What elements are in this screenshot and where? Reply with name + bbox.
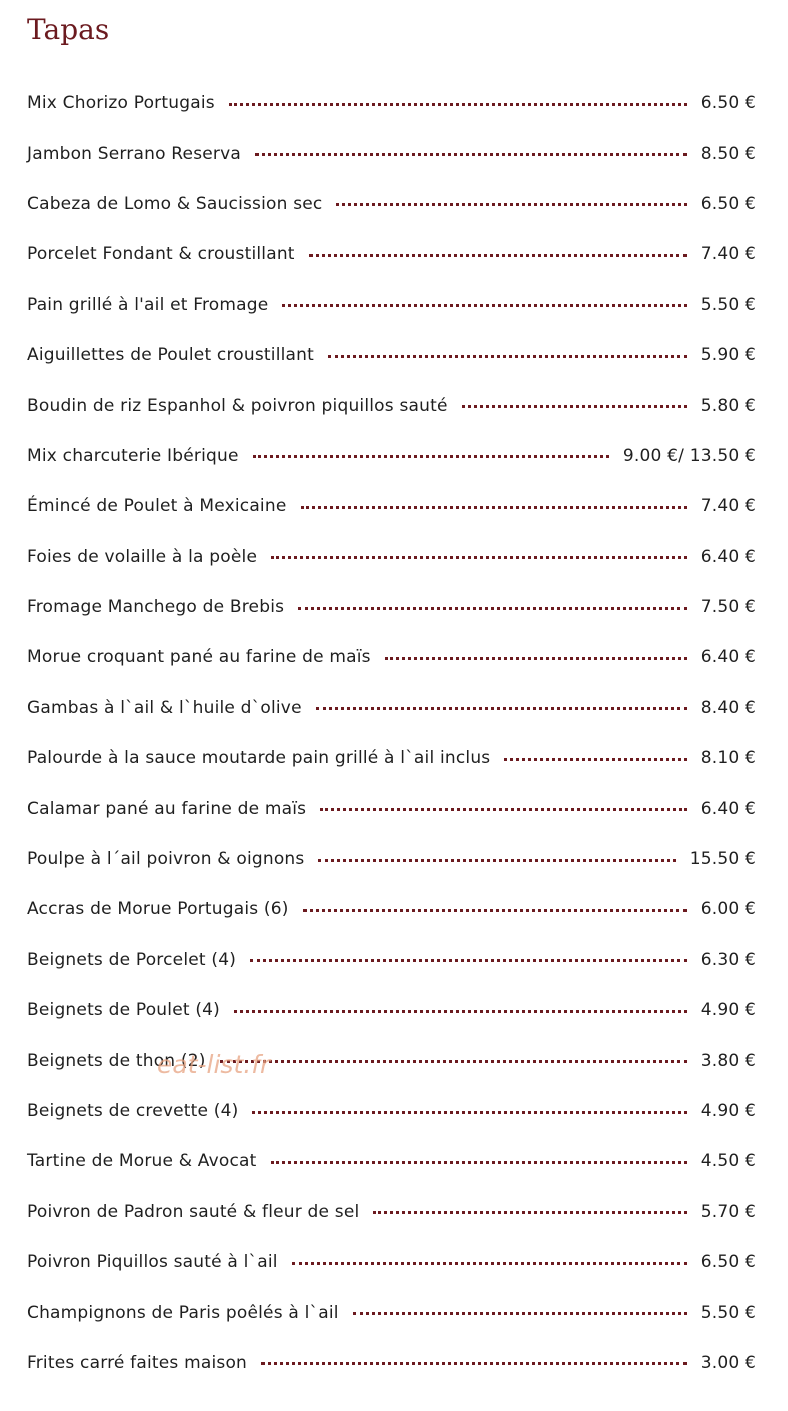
dotted-leader — [298, 607, 687, 610]
menu-item — [27, 1187, 756, 1237]
dotted-leader — [301, 506, 687, 509]
menu-item — [27, 632, 756, 682]
item-price: 4.90 € — [700, 1101, 756, 1121]
item-price: 8.40 € — [700, 697, 756, 718]
item-name: Tartine de Morue & Avocat — [27, 1151, 257, 1172]
menu-item — [27, 783, 756, 833]
item-name: Pain grillé à l'ail et Fromage — [27, 294, 269, 315]
menu-list — [27, 78, 756, 1388]
menu-item — [27, 935, 756, 985]
dotted-leader — [462, 405, 687, 408]
item-price: 7.50 € — [700, 597, 756, 618]
dotted-leader — [504, 758, 686, 761]
item-price: 6.50 € — [700, 193, 756, 214]
item-price: 5.50 € — [700, 1302, 756, 1323]
item-name: Émincé de Poulet à Mexicaine — [27, 496, 287, 517]
item-price: 6.40 € — [700, 647, 756, 668]
item-name: Accras de Morue Portugais (6) — [27, 899, 289, 920]
dotted-leader — [320, 808, 687, 811]
item-name: Poivron de Padron sauté & fleur de sel — [27, 1201, 360, 1222]
item-name: Aiguillettes de Poulet croustillant — [27, 345, 315, 366]
item-price: 3.00 € — [700, 1352, 756, 1373]
menu-item — [27, 1237, 756, 1287]
menu-item — [27, 229, 756, 279]
menu-item — [27, 582, 756, 632]
item-price: 8.10 € — [700, 748, 756, 769]
item-price: 7.40 € — [700, 244, 756, 265]
item-price: 3.80 € — [700, 1050, 756, 1071]
menu-item — [27, 1338, 756, 1388]
item-name: Porcelet Fondant & croustillant — [27, 244, 295, 265]
dotted-leader — [309, 254, 687, 257]
menu-item — [27, 1035, 756, 1085]
menu-item — [27, 128, 756, 178]
dotted-leader — [271, 556, 687, 559]
dotted-leader — [234, 1010, 687, 1013]
dotted-leader — [385, 657, 687, 660]
dotted-leader — [292, 1262, 687, 1265]
menu-item — [27, 280, 756, 330]
item-price: 4.50 € — [700, 1151, 756, 1172]
item-name: Champignons de Paris poêlés à l`ail — [27, 1302, 339, 1323]
item-price: 6.30 € — [700, 949, 756, 970]
item-price: 4.90 € — [700, 1000, 756, 1021]
menu-item — [27, 179, 756, 229]
menu-item — [27, 884, 756, 934]
item-name: Foies de volaille à la poèle — [27, 546, 258, 567]
item-name: Mix Chorizo Portugais — [27, 93, 215, 114]
item-price: 6.40 € — [700, 546, 756, 567]
menu-item — [27, 481, 756, 531]
menu-item — [27, 330, 756, 380]
item-price: 5.90 € — [700, 345, 756, 366]
page-title: Tapas — [27, 13, 110, 46]
item-price: 6.50 € — [700, 93, 756, 114]
item-price: 9.00 €/ 13.50 € — [622, 445, 756, 466]
item-name: Beignets de crevette (4) — [27, 1101, 239, 1121]
item-name: Boudin de riz Espanhol & poivron piquillos sauté — [27, 395, 448, 416]
menu-item — [27, 1287, 756, 1337]
item-price: 6.50 € — [700, 1252, 756, 1273]
item-price: 6.00 € — [700, 899, 756, 920]
item-name: Beignets de Porcelet (4) — [27, 949, 237, 970]
dotted-leader — [353, 1312, 687, 1315]
item-name: Fromage Manchego de Brebis — [27, 597, 285, 618]
item-price: 5.50 € — [700, 294, 756, 315]
dotted-leader — [271, 1161, 687, 1164]
item-price: 5.70 € — [700, 1201, 756, 1222]
item-name: Mix charcuterie Ibérique — [27, 445, 239, 466]
watermark: eat-list.fr — [157, 1050, 271, 1079]
item-name: Morue croquant pané au farine de maïs — [27, 647, 371, 668]
menu-item — [27, 380, 756, 430]
dotted-leader — [220, 1060, 687, 1063]
item-name: Beignets de thon (2) — [27, 1050, 206, 1071]
dotted-leader — [303, 909, 687, 912]
item-name: Gambas à l`ail & l`huile d`olive — [27, 697, 302, 718]
dotted-leader — [229, 103, 687, 106]
item-price: 6.40 € — [700, 798, 756, 819]
menu-item — [27, 683, 756, 733]
dotted-leader — [261, 1362, 687, 1365]
dotted-leader — [250, 959, 687, 962]
item-name: Cabeza de Lomo & Saucission sec — [27, 193, 323, 214]
menu-item — [27, 733, 756, 783]
item-name: Calamar pané au farine de maïs — [27, 798, 307, 819]
menu-item — [27, 985, 756, 1035]
menu-item — [27, 834, 756, 884]
menu-item — [27, 78, 756, 128]
dotted-leader — [255, 153, 687, 156]
menu-item — [27, 431, 756, 481]
item-name: Poivron Piquillos sauté à l`ail — [27, 1252, 278, 1273]
dotted-leader — [282, 304, 686, 307]
dotted-leader — [253, 455, 609, 458]
dotted-leader — [318, 859, 675, 862]
item-name: Poulpe à l´ail poivron & oignons — [27, 849, 305, 870]
dotted-leader — [336, 203, 686, 206]
dotted-leader — [328, 355, 687, 358]
dotted-leader — [252, 1111, 686, 1114]
dotted-leader — [373, 1211, 686, 1214]
item-price: 7.40 € — [700, 496, 756, 517]
menu-item — [27, 1086, 756, 1136]
item-name: Frites carré faites maison — [27, 1352, 248, 1373]
dotted-leader — [316, 707, 687, 710]
item-name: Palourde à la sauce moutarde pain grillé à l`ail inclus — [27, 748, 491, 769]
item-name: Beignets de Poulet (4) — [27, 1000, 221, 1021]
item-name: Jambon Serrano Reserva — [27, 143, 241, 164]
menu-item — [27, 1136, 756, 1186]
menu-item — [27, 532, 756, 582]
item-price: 15.50 € — [689, 849, 756, 870]
item-price: 5.80 € — [700, 395, 756, 416]
item-price: 8.50 € — [700, 143, 756, 164]
